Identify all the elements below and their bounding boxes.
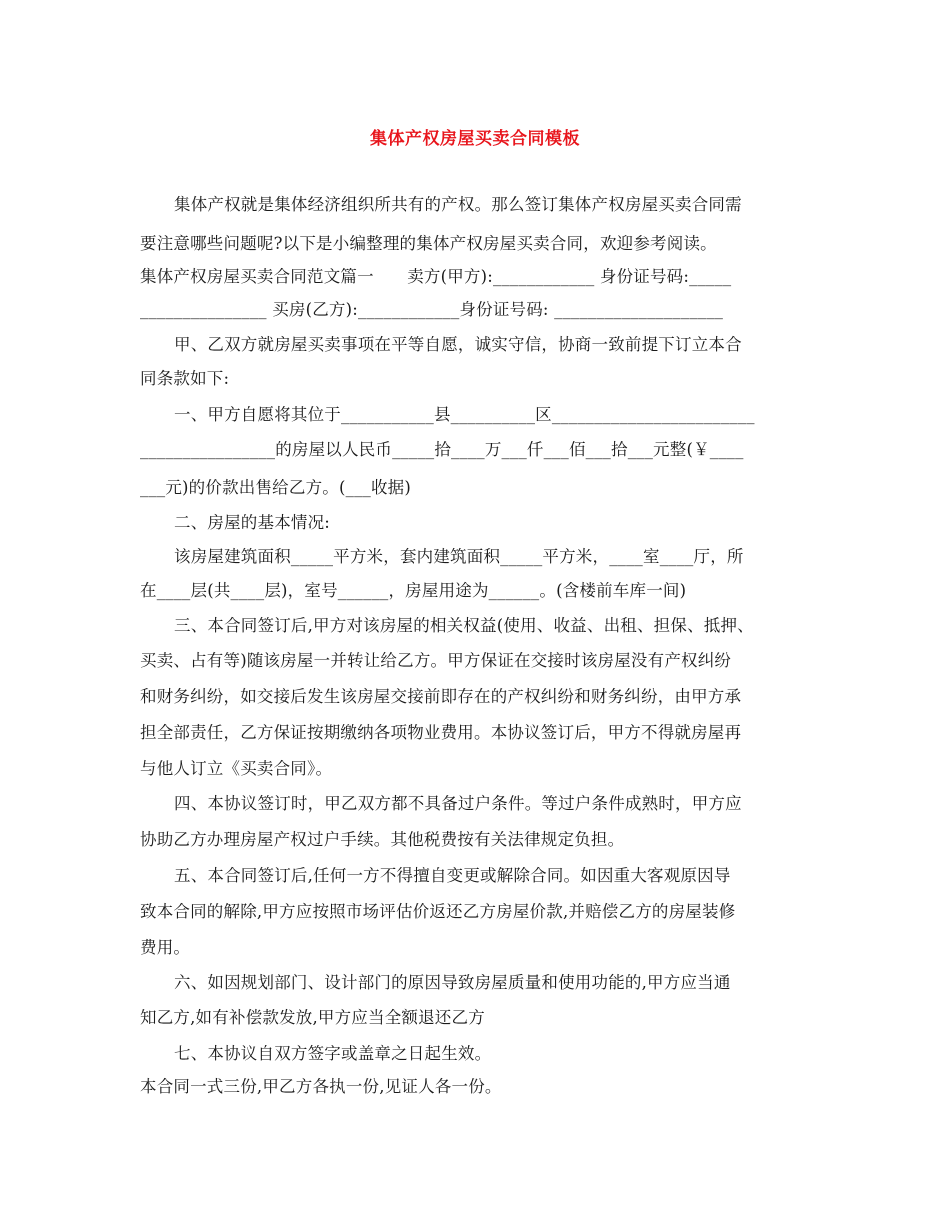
paragraph-line: 该房屋建筑面积_____平方米，套内建筑面积_____平方米，____室____厅，所 [174, 547, 744, 566]
paragraph-line: 与他人订立《买卖合同》。 [140, 759, 333, 778]
paragraph-line: ________________的房屋以人民币_____拾____万___仟___佰___拾___元整(￥____ [140, 440, 744, 459]
document-title: 集体产权房屋买卖合同模板 [370, 129, 580, 149]
paragraph-line: 一、甲方自愿将其位于___________县__________区________________________ [174, 405, 755, 424]
paragraph-line: 三、本合同签订后,甲方对该房屋的相关权益(使用、收益、出租、担保、抵押、 [174, 616, 754, 635]
paragraph-line: 六、如因规划部门、设计部门的原因导致房屋质量和使用功能的,甲方应当通 [174, 973, 731, 992]
paragraph-line: 买卖、占有等)随该房屋一并转让给乙方。甲方保证在交接时该房屋没有产权纠纷 [140, 651, 732, 670]
paragraph-line: 二、房屋的基本情况: [174, 513, 331, 532]
paragraph-line: 要注意哪些问题呢?以下是小编整理的集体产权房屋买卖合同，欢迎参考阅读。 [140, 234, 717, 253]
paragraph-line: 四、本协议签订时，甲乙双方都不具备过户条件。等过户条件成熟时，甲方应 [174, 794, 742, 813]
paragraph-line: 同条款如下: [140, 369, 230, 388]
paragraph-line: 本合同一式三份,甲乙方各执一份,见证人各一份。 [140, 1077, 502, 1096]
paragraph-line: 集体产权就是集体经济组织所共有的产权。那么签订集体产权房屋买卖合同需 [174, 195, 742, 214]
paragraph-line: ___元)的价款出售给乙方。(___收据) [140, 478, 412, 497]
paragraph-line: 致本合同的解除,甲方应按照市场评估价返还乙方房屋价款,并赔偿乙方的房屋装修 [140, 902, 736, 921]
paragraph-line: 集体产权房屋买卖合同范文篇一 卖方(甲方):____________ 身份证号码:_____ [140, 267, 732, 286]
paragraph-line: 知乙方,如有补偿款发放,甲方应当全额退还乙方 [140, 1008, 485, 1027]
paragraph-line: 协助乙方办理房屋产权过户手续。其他税费按有关法律规定负担。 [140, 830, 625, 849]
paragraph-line: _______________ 买房(乙方):____________身份证号码: ____________________ [140, 300, 724, 319]
paragraph-line: 和财务纠纷，如交接后发生该房屋交接前即存在的产权纠纷和财务纠纷，由甲方承 [140, 687, 742, 706]
paragraph-line: 五、本合同签订后,任何一方不得擅自变更或解除合同。如因重大客观原因导 [174, 866, 731, 885]
paragraph-line: 七、本协议自双方签字或盖章之日起生效。 [174, 1044, 492, 1063]
paragraph-line: 甲、乙双方就房屋买卖事项在平等自愿，诚实守信，协商一致前提下订立本合 [174, 335, 742, 354]
paragraph-line: 费用。 [140, 938, 191, 957]
paragraph-line: 在____层(共____层)，室号______，房屋用途为______。(含楼前车库一间) [140, 581, 687, 600]
paragraph-line: 担全部责任，乙方保证按期缴纳各项物业费用。本协议签订后，甲方不得就房屋再 [140, 723, 742, 742]
